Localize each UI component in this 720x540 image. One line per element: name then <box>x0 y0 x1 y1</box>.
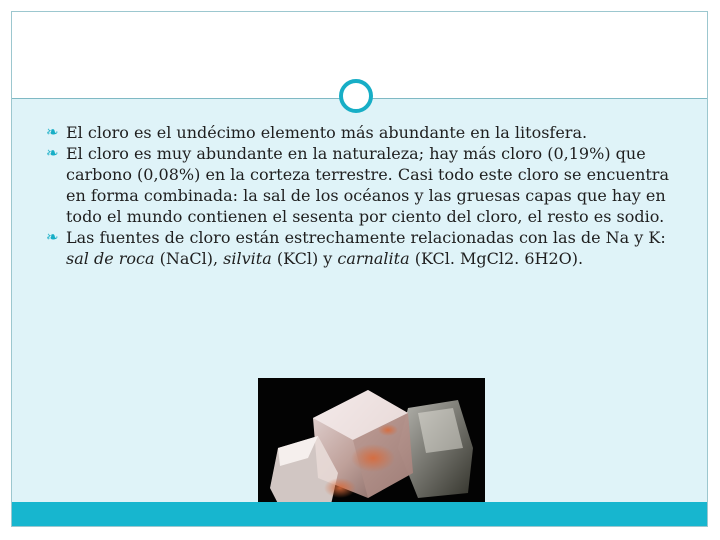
bullet-text: El cloro es el undécimo elemento más abundante en la litosfera. <box>66 123 588 142</box>
bullet-list <box>46 122 686 269</box>
bullet-text: (NaCl), <box>154 249 224 268</box>
bullet-item <box>46 143 686 227</box>
italic-term: silvita <box>223 249 272 268</box>
bullet-item <box>46 227 686 269</box>
italic-term: carnalita <box>337 249 410 268</box>
bullet-text: El cloro es muy abundante en la naturaleza; hay más cloro (0,19%) que carbono (0,08%) en la corteza terrestre. Casi todo este cloro se encuentra en forma combinada: la sal de los océanos y las gruesas capas que hay en todo el mundo contienen el sesenta por ciento del cloro, el resto es sodio. <box>66 144 669 226</box>
flourish-bullet-icon: ❧ <box>46 228 59 246</box>
divider-circle <box>339 79 373 113</box>
flourish-bullet-icon: ❧ <box>46 144 59 162</box>
bullet-text: (KCl) y <box>271 249 338 268</box>
italic-term: sal de roca <box>66 249 155 268</box>
bullet-item <box>46 122 686 143</box>
flourish-bullet-icon: ❧ <box>46 123 59 141</box>
bottom-accent-bar <box>12 502 707 526</box>
bullet-text: Las fuentes de cloro están estrechamente relacionadas con las de Na y K: <box>66 228 666 247</box>
bullet-text: (KCl. MgCl2. 6H2O). <box>409 249 584 268</box>
